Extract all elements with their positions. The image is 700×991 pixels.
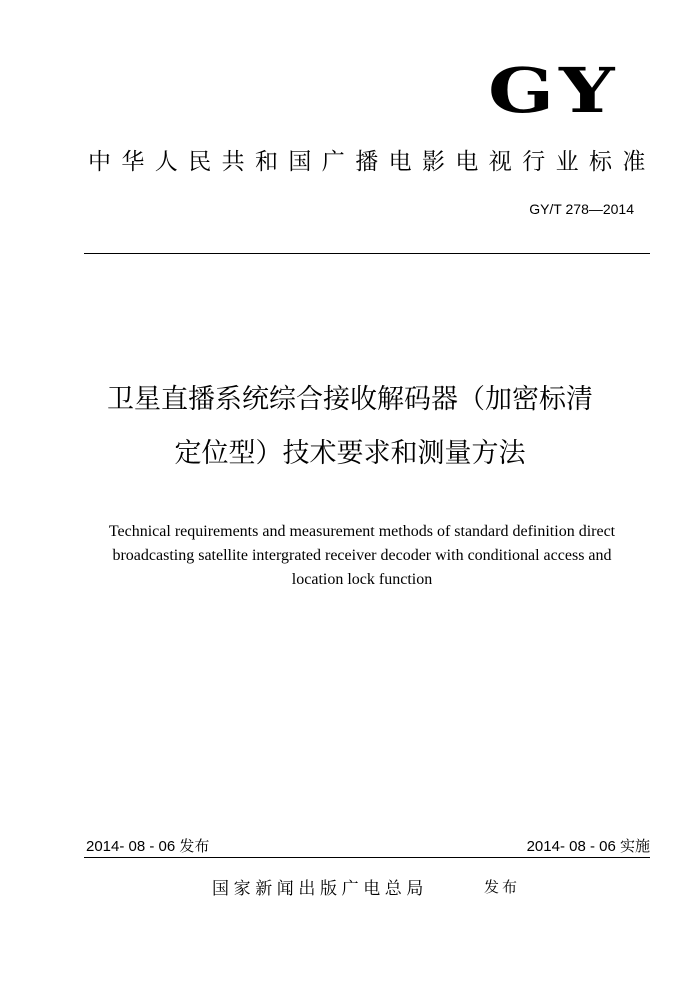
chinese-title-line-2: 定位型）技术要求和测量方法 <box>174 438 526 469</box>
issuing-authority: 国家新闻出版广电总局 <box>212 879 428 899</box>
english-title-line-1: Technical requirements and measurement methods of standard definition direct <box>108 523 616 540</box>
standard-category-title: 中华人民共和国广播电影电视行业标准 <box>88 149 656 175</box>
issue-date: 2014- 08 - 06 发布 <box>86 838 210 855</box>
standard-number: GY/T 278—2014 <box>529 201 634 217</box>
english-title-line-2: broadcasting satellite intergrated receiver decoder with conditional access and <box>112 547 612 564</box>
issuer-action-label: 发布 <box>484 878 521 896</box>
chinese-title-line-1: 卫星直播系统综合接收解码器（加密标清 <box>107 384 593 415</box>
english-title <box>70 520 654 592</box>
header-divider <box>84 253 650 254</box>
implementation-date: 2014- 08 - 06 实施 <box>526 838 650 855</box>
gy-logo: GY <box>488 54 620 127</box>
english-title-line-3: location lock function <box>291 571 433 588</box>
footer-divider <box>84 857 650 858</box>
